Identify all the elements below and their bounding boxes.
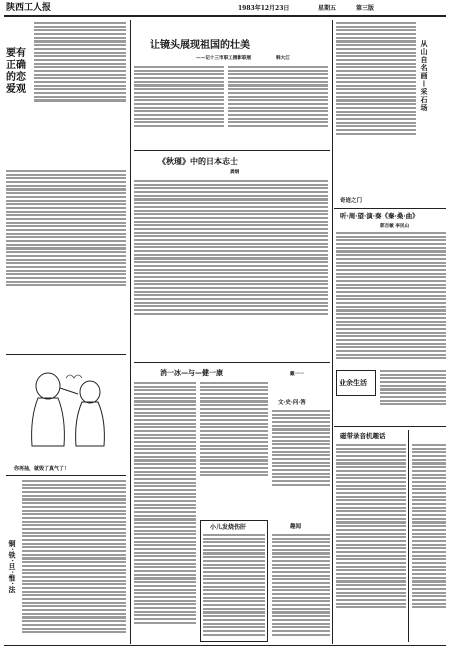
center-top-subheadline: ——记十三市职工摄影联展 [196, 56, 252, 61]
center-lower-headline: 消一冰—与—健一康 [160, 368, 223, 377]
center-mid-byline: 龚炯 [230, 170, 240, 175]
leisure-section-title: 业余生活 [339, 378, 367, 387]
issue-weekday: 星期五 [318, 5, 337, 12]
leisure-side-body [380, 370, 446, 405]
page-bottom-rule [4, 645, 446, 646]
left-article-body-2 [6, 170, 126, 286]
center-top-body-right [228, 66, 328, 127]
right-lower-separator [408, 430, 409, 642]
cartoon-illustration [8, 358, 124, 458]
center-mid-body [134, 180, 328, 315]
center-mid-headline: 《秋瑾》中的日本志士 [158, 156, 238, 166]
page-number: 第三版 [356, 5, 375, 12]
right-upper-vertical-headline: 从山自名画—采石场 [420, 40, 429, 112]
right-upper-body [336, 22, 416, 135]
right-lower-rule [334, 426, 446, 427]
right-mid-body [336, 232, 446, 359]
center-lower-body-1 [134, 382, 196, 624]
right-lower-body [336, 444, 406, 608]
center-right-separator [332, 20, 333, 644]
issue-date: 1983年12月23日 [238, 5, 290, 12]
right-mid-byline: 郭吉敏 李民山 [380, 224, 410, 229]
newspaper-name: 陕西工人报 [6, 3, 52, 13]
center-top-headline: 让镜头展现祖国的壮美 [150, 40, 250, 51]
fever-article-body [203, 534, 265, 636]
cartoon-caption: 你再抽，就毁了真气了！ [14, 466, 70, 472]
right-lower-side-body [412, 444, 446, 608]
anecdote-heading: 趣闻 [290, 524, 302, 530]
right-lower-headline: 磁带录音机趣话 [340, 432, 386, 440]
center-top-body-left [134, 66, 224, 127]
left-lower-rule [6, 475, 126, 476]
fever-article-headline: 小儿发烧伤肝 [210, 524, 247, 531]
center-lower-byline: 戴一一 [290, 372, 304, 377]
left-cartoon-rule [6, 354, 126, 355]
right-upper-rule [334, 208, 446, 209]
center-mid-rule [134, 362, 330, 363]
qa-heading: 文·史·问·答 [278, 400, 306, 406]
center-top-byline: 韩大江 [276, 56, 290, 61]
center-lower-body-2 [200, 382, 268, 476]
anecdote-body [272, 534, 330, 636]
right-mid-headline: 听·周·望·演·奏《秦·桑·曲》 [340, 212, 419, 220]
qa-body [272, 410, 330, 486]
left-headline: 要有正确的恋爱观 [6, 48, 26, 95]
center-top-rule [134, 150, 330, 151]
masthead-rule [4, 15, 446, 17]
left-column-separator [130, 20, 131, 644]
left-article-body [34, 22, 126, 102]
left-vertical-caption: 铜·铁·旦·惟·法 [8, 540, 17, 594]
right-upper-caption: 奇迹之门 [340, 198, 363, 204]
left-lower-body [22, 480, 126, 633]
